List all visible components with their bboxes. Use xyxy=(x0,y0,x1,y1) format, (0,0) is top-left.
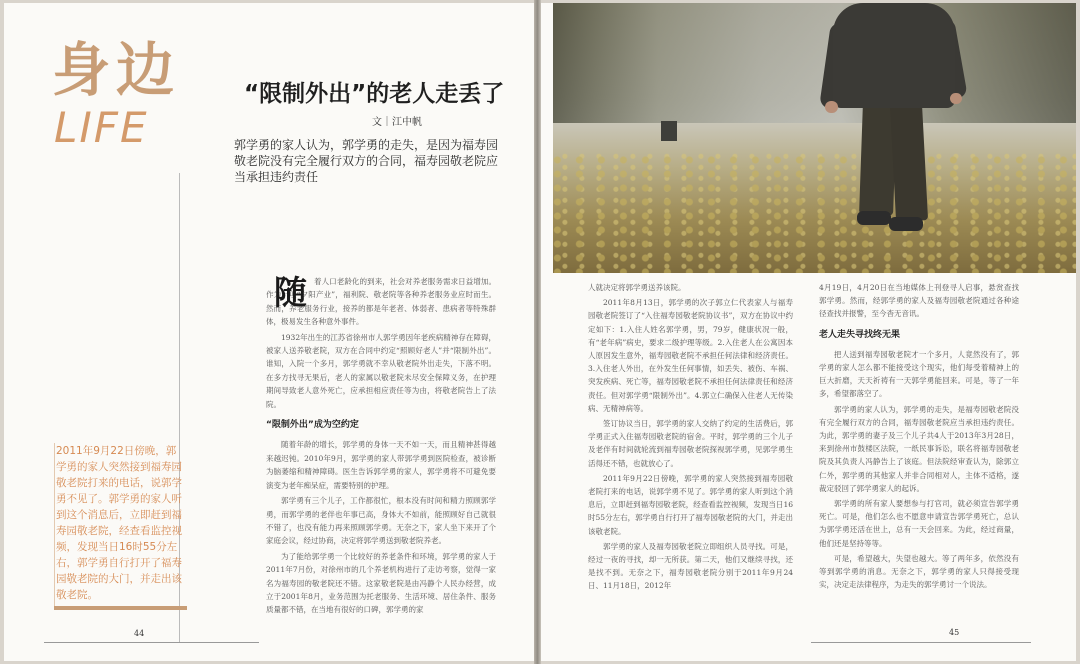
footer-rule xyxy=(811,642,1031,643)
book-gutter xyxy=(534,0,541,664)
section-heading: 老人走失寻找终无果 xyxy=(819,329,901,340)
photo-trees xyxy=(553,3,1076,143)
photo-leg xyxy=(890,102,928,222)
body-paragraph: 郭学勇有三个儿子，工作都很忙，根本没有时间和精力照顾郭学勇，而郭学勇的老伴也年事已高，身体大不如前，能照顾好自己就很不错了，也没有能力再来照顾郭学勇。无奈之下，家人坐下来开了个家庭会议，经过协商，决定将郭学勇送到敬老院养老。 xyxy=(266,496,496,546)
left-body xyxy=(266,275,496,619)
body-paragraph: 郭学勇的家人认为，郭学勇的走失，是福寿园敬老院没有完全履行双方的合同，福寿园敬老院应当承担违约责任。为此，郭学勇的妻子及三个儿子共4人于2013年3月28日，来到徐州市鼓楼区法院，一纸民事诉讼，联名将福寿园敬老院及其负责人冯静告上了该庭。但法院经审查认为，除郭立仁外，郭学勇的其他家人并非合同相对人，主体不适格，遂裁定驳回了郭学勇家人的起诉。 xyxy=(819,404,1019,493)
body-paragraph: 随着年龄的增长，郭学勇的身体一天不如一天，而且精神甚得越来越迟钝。2010年9月，郭学勇的家人带郭学勇到医院检查，被诊断为脑萎缩和精神障碍。医生告诉郭学勇的家人，郭学勇将不可避免要演变为老年痴呆症，需要特别的护理。 xyxy=(266,440,496,490)
photo-shoe xyxy=(889,217,923,231)
photo-hand xyxy=(825,101,838,113)
photo-hand xyxy=(950,93,962,104)
body-paragraph: 把人送到福寿园敬老院才一个多月，人竟然没有了，郭学勇的家人怎么都不能接受这个现实，他们每受着精神上的巨大折磨，天天祈祷有一天郭学勇能回来。可是，等了一年多，希望都落空了。 xyxy=(819,349,1019,399)
body-paragraph: 为了能给郭学勇一个比较好的养老条件和环境，郭学勇的家人于2011年7月份，对徐州市的几个养老机构进行了走访考察，觉得一家名为福寿园的敬老院还不错。这家敬老院是由冯静个人民办经营，成立于2001年8月，业务范围为托老服务、生活环境、居住条件、服务质量都不错，在当地有很好的口碑，郭学勇的家 xyxy=(266,551,496,615)
column-subtitle: LIFE xyxy=(54,103,149,152)
pull-quote: 2011年9月22日傍晚，郭学勇的家人突然接到福寿园敬老院打来的电话，说郭学勇不见了。郭学勇的家人听到这个消息后，立即赶到福寿园敬老院，经查看监控视频，发现当日16时55分左右，郭学勇自行打开了福寿园敬老院的大门，并走出该敬老院。 xyxy=(56,445,182,601)
pull-quote-rule xyxy=(54,443,55,606)
column-title: 身边 xyxy=(52,36,181,104)
body-paragraph: 1932年出生的江苏省徐州市人郭学勇因年老疾病精神存在障碍，被家人送养敬老院，双方在合同中约定“照顾好老人”并“限制外出”。谁知，入院一个多月，郭学勇就不幸从敬老院外出走失，下落不明。在多方找寻无果后，老人的家属以敬老院未尽安全保障义务，在护理期间导致老人意外死亡，应承担相应责任等为由，将敬老院告上了法院。 xyxy=(266,332,496,409)
body-paragraph: 2011年8月13日，郭学勇的次子郭立仁代表家人与福寿园敬老院签订了“入住福寿园敬老院协议书”，双方在协议中约定如下：1.入住人姓名郭学勇，男，79岁，健康状况一般，有“老年病”病史，要求二级护理等级。2.入住老人在公寓因本人原因发生意外，福寿园敬老院不承担任何法律和经济责任。3.入住老人外出，在外发生任何事情，如丢失、被伤、车祸、突发疾病、死亡等，福寿园敬老院不承担任何法律责任和经济责任。但对郭学勇“限制外出”。4.郭立仁确保入住老人无传染病、无精神病等。 xyxy=(588,298,793,413)
photo-elderly-man-walking xyxy=(553,3,1076,273)
byline: 文｜江中帆 xyxy=(372,117,422,128)
drop-cap: 随 xyxy=(274,273,307,312)
photo-fallen-leaves xyxy=(553,153,1076,273)
body-paragraph: 郭学勇的所有家人要想参与打官司，就必须宣告郭学勇死亡。可是，他们怎么也不愿意申请宣告郭学勇死亡，总认为郭学勇还活在世上，总有一天会回来。为此，经过商量，他们还是坚持等等。 xyxy=(819,499,1019,548)
lead-paragraph: 郭学勇的家人认为，郭学勇的走失，是因为福寿园敬老院没有完全履行双方的合同，福寿园敬老院应当承担违约责任 xyxy=(234,138,499,184)
body-paragraph: 人就决定将郭学勇送养该院。 xyxy=(588,283,686,292)
right-page xyxy=(541,3,1076,661)
footer-rule xyxy=(44,642,259,643)
photo-post xyxy=(661,121,677,141)
article-headline: “限制外出”的老人走丢了 xyxy=(244,81,505,107)
section-heading: “限制外出”成为空约定 xyxy=(266,420,359,431)
intro-paragraph: 着人口老龄化的到来，社会对养老服务需求日益增加。作为一项“夕阳产业”，福利院、敬老院等各种养老服务业应时而生。然而，养老服务行业，接养的都是年老者、体弱者、患病者等特殊群体，极易发生各种意外事件。 xyxy=(266,277,496,327)
body-paragraph: 签订协议当日，郭学勇的家人交纳了约定的生活费后，郭学勇正式入住福寿园敬老院的宿舍。平时，郭学勇的三个儿子及老伴有时间就轮流到福寿园敬老院探视郭学勇，见郭学勇生活得还不错，也就放心了。 xyxy=(588,419,793,468)
page-number: 44 xyxy=(134,629,145,638)
right-column-2 xyxy=(819,281,1019,593)
left-page xyxy=(4,3,534,661)
pull-quote-bar xyxy=(54,606,187,610)
photo-coat xyxy=(833,3,955,108)
body-paragraph: 4月19日，4月20日在当地媒体上刊登寻人启事，悬赏查找郭学勇。然而，经郭学勇的家人及福寿园敬老院通过各种途径查找并报警，至今杳无音讯。 xyxy=(819,283,1019,319)
body-paragraph: 可是，希望越大，失望也越大。等了两年多，依然没有等到郭学勇的消息。无奈之下，郭学勇的家人只得接受现实，决定走法律程序，为走失的郭学勇讨一个说法。 xyxy=(819,553,1019,590)
body-paragraph: 2011年9月22日傍晚，郭学勇的家人突然接到福寿园敬老院打来的电话，说郭学勇不见了。郭学勇的家人听到这个消息后，立即赶到福寿园敬老院，经查看监控视频，发现当日16时55分左右，郭学勇自行打开了福寿园敬老院的大门，并走出该敬老院。 xyxy=(588,473,793,536)
body-paragraph: 郭学勇的家人及福寿园敬老院立即组织人员寻找。可是，经过一夜的寻找，却一无所获。第二天，他们又继续寻找，还是找不到。无奈之下，福寿园敬老院分别于2011年9月24日、11月18日，2012年 xyxy=(588,541,793,591)
right-column-1 xyxy=(588,281,793,595)
page-number: 45 xyxy=(949,628,960,637)
photo-shoe xyxy=(857,211,891,225)
